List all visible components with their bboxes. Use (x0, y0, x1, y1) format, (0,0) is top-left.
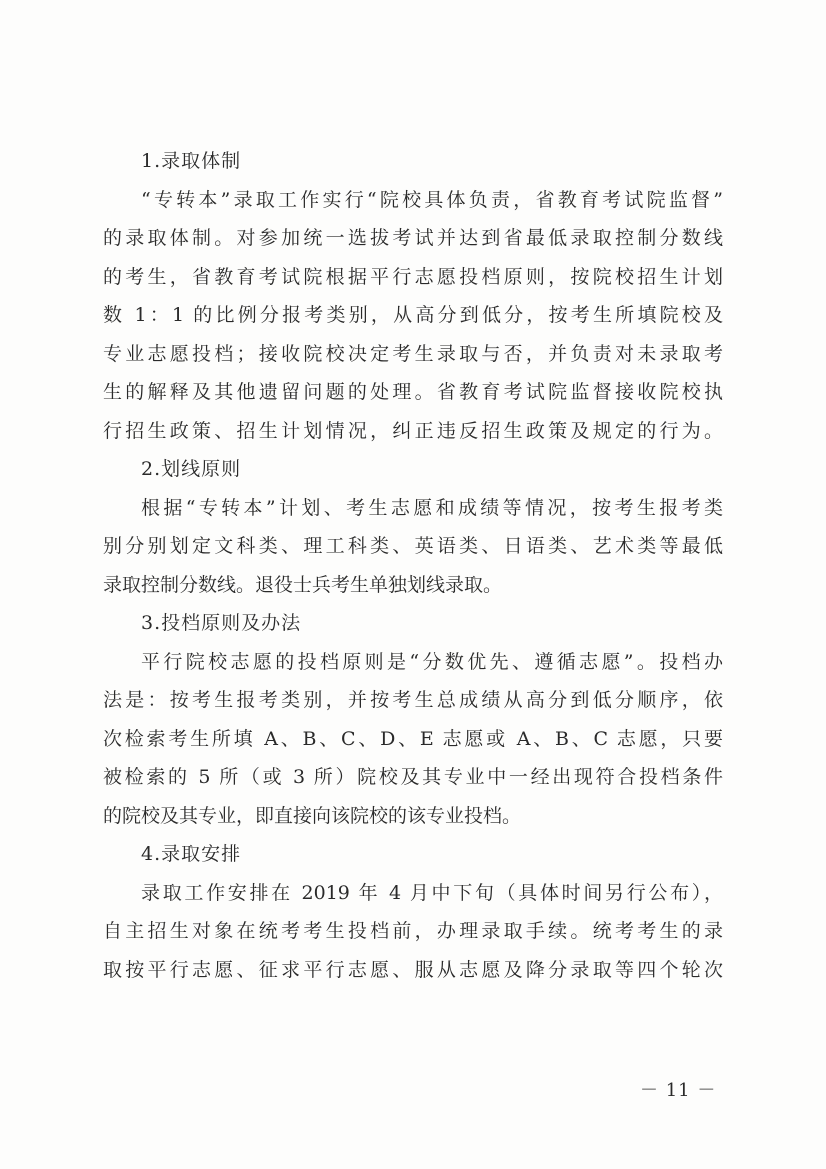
paragraph-line: 录取控制分数线。退役士兵考生单独划线录取。 (103, 573, 503, 596)
section-admission-schedule (103, 835, 723, 989)
page-number: － 11 － (640, 1080, 717, 1101)
paragraph-line: 次检索考生所填 A、B、C、D、E 志愿或 A、B、C 志愿，只要 (103, 727, 723, 750)
section-filing-principle (103, 604, 723, 835)
paragraph-line: “专转本”录取工作实行“院校具体负责，省教育考试院监督” (141, 188, 723, 211)
paragraph-line: 的考生，省教育考试院根据平行志愿投档原则，按院校招生计划 (103, 265, 723, 288)
paragraph-line: 的院校及其专业，即直接向该院校的该专业投档。 (103, 804, 522, 827)
paragraph-line: 的录取体制。对参加统一选拔考试并达到省最低录取控制分数线 (103, 227, 723, 249)
paragraph-line: 数 1：1 的比例分报考类别，从高分到低分，按考生所填院校及 (103, 304, 723, 326)
section-heading: 3.投档原则及办法 (141, 612, 302, 634)
paragraph-line: 平行院校志愿的投档原则是“分数优先、遵循志愿”。投档办 (141, 650, 723, 673)
section-admission-system (103, 142, 723, 450)
paragraph-line: 根据“专转本”计划、考生志愿和成绩等情况，按考生报考类 (141, 496, 723, 519)
paragraph-line: 别分别划定文科类、理工科类、英语类、日语类、艺术类等最低 (103, 535, 723, 557)
paragraph-line: 生的解释及其他遗留问题的处理。省教育考试院监督接收院校执 (103, 381, 723, 403)
paragraph-line: 专业志愿投档；接收院校决定考生录取与否，并负责对未录取考 (103, 342, 723, 365)
paragraph-line: 取按平行志愿、征求平行志愿、服从志愿及降分录取等四个轮次 (103, 958, 723, 981)
section-heading: 1.录取体制 (141, 150, 242, 172)
section-score-line-principle (103, 450, 723, 604)
paragraph-line: 录取工作安排在 2019 年 4 月中下旬（具体时间另行公布）， (141, 881, 723, 904)
paragraph-line: 行招生政策、招生计划情况，纠正违反招生政策及规定的行为。 (103, 419, 723, 442)
document-body (103, 142, 723, 989)
section-heading: 2.划线原则 (141, 458, 242, 480)
section-heading: 4.录取安排 (141, 843, 242, 865)
paragraph-line: 被检索的 5 所（或 3 所）院校及其专业中一经出现符合投档条件 (103, 766, 723, 788)
paragraph-line: 法是：按考生报考类别，并按考生总成绩从高分到低分顺序，依 (103, 689, 723, 711)
paragraph-line: 自主招生对象在统考考生投档前，办理录取手续。统考考生的录 (103, 920, 723, 942)
